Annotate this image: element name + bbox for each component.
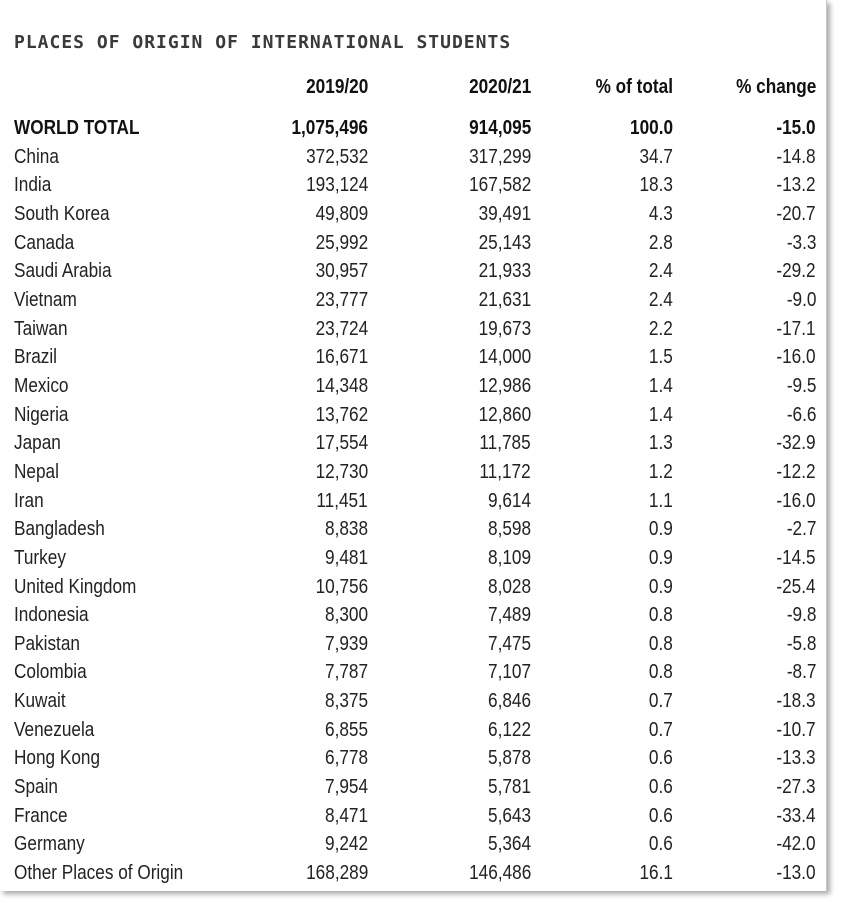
value-2019-cell: 12,730 (315, 460, 368, 483)
total-change-cell: -15.0 (776, 117, 816, 139)
value-2019-cell: 30,957 (315, 260, 368, 283)
table-row (0, 862, 826, 891)
world-total-row (0, 117, 826, 146)
change-cell: -9.8 (786, 604, 816, 627)
table-row (0, 518, 826, 547)
place-cell: Other Places of Origin (14, 862, 184, 885)
value-2020-cell: 8,109 (487, 546, 531, 569)
value-2020-cell: 12,860 (478, 403, 531, 426)
share-cell: 0.9 (649, 518, 673, 541)
value-2020-cell: 5,364 (487, 833, 531, 856)
header-2019-20: 2019/20 (305, 76, 368, 98)
table-row (0, 661, 826, 690)
table-row (0, 604, 826, 633)
share-cell: 2.2 (649, 317, 673, 340)
table-row (0, 346, 826, 375)
value-2019-cell: 25,992 (315, 231, 368, 254)
table-row (0, 318, 826, 347)
share-cell: 0.8 (649, 661, 673, 684)
place-cell: Spain (14, 776, 58, 799)
share-cell: 1.1 (649, 489, 673, 512)
place-cell: Nepal (14, 460, 59, 483)
share-cell: 0.7 (649, 718, 673, 741)
change-cell: -18.3 (776, 690, 816, 713)
value-2019-cell: 16,671 (315, 346, 368, 369)
change-cell: -2.7 (786, 518, 816, 541)
value-2020-cell: 7,475 (487, 632, 531, 655)
place-cell: Turkey (14, 546, 66, 569)
table-row (0, 833, 826, 862)
value-2019-cell: 8,300 (324, 604, 368, 627)
place-cell: South Korea (14, 202, 110, 225)
total-share-cell: 100.0 (629, 117, 673, 139)
value-2020-cell: 19,673 (478, 317, 531, 340)
table-row (0, 690, 826, 719)
change-cell: -12.2 (776, 460, 816, 483)
place-cell: Taiwan (14, 317, 68, 340)
place-cell: Vietnam (14, 288, 77, 311)
place-cell: Saudi Arabia (14, 260, 112, 283)
header-percent-change: % change (735, 76, 816, 98)
value-2019-cell: 8,375 (324, 690, 368, 713)
share-cell: 2.4 (649, 288, 673, 311)
share-cell: 0.6 (649, 804, 673, 827)
place-cell: Indonesia (14, 604, 89, 627)
change-cell: -16.0 (776, 489, 816, 512)
value-2020-cell: 12,986 (478, 374, 531, 397)
value-2020-cell: 14,000 (478, 346, 531, 369)
share-cell: 1.4 (649, 374, 673, 397)
place-cell: Pakistan (14, 632, 80, 655)
change-cell: -14.5 (776, 546, 816, 569)
change-cell: -16.0 (776, 346, 816, 369)
header-2020-21: 2020/21 (468, 76, 531, 98)
change-cell: -42.0 (776, 833, 816, 856)
table-row (0, 547, 826, 576)
table-row (0, 432, 826, 461)
place-cell: Iran (14, 489, 44, 512)
share-cell: 16.1 (639, 862, 673, 885)
share-cell: 0.6 (649, 833, 673, 856)
share-cell: 0.9 (649, 546, 673, 569)
value-2019-cell: 23,777 (315, 288, 368, 311)
table-row (0, 289, 826, 318)
share-cell: 2.8 (649, 231, 673, 254)
value-2020-cell: 8,598 (487, 518, 531, 541)
place-cell: France (14, 804, 68, 827)
total-place-cell: WORLD TOTAL (14, 117, 140, 139)
value-2020-cell: 5,781 (487, 776, 531, 799)
value-2019-cell: 49,809 (315, 202, 368, 225)
share-cell: 18.3 (639, 174, 673, 197)
place-cell: Colombia (14, 661, 87, 684)
header-row (0, 76, 826, 106)
change-cell: -13.2 (776, 174, 816, 197)
value-2019-cell: 23,724 (315, 317, 368, 340)
change-cell: -29.2 (776, 260, 816, 283)
place-cell: India (14, 174, 52, 197)
share-cell: 1.3 (649, 432, 673, 455)
table-row (0, 576, 826, 605)
value-2020-cell: 5,878 (487, 747, 531, 770)
country-rows (0, 146, 826, 891)
value-2020-cell: 6,846 (487, 690, 531, 713)
value-2019-cell: 14,348 (315, 374, 368, 397)
change-cell: -10.7 (776, 718, 816, 741)
value-2020-cell: 21,933 (478, 260, 531, 283)
value-2019-cell: 8,471 (324, 804, 368, 827)
value-2019-cell: 193,124 (305, 174, 368, 197)
change-cell: -6.6 (786, 403, 816, 426)
place-cell: Canada (14, 231, 75, 254)
value-2019-cell: 8,838 (324, 518, 368, 541)
header-percent-of-total: % of total (595, 76, 673, 98)
table-row (0, 490, 826, 519)
value-2019-cell: 13,762 (315, 403, 368, 426)
place-cell: Mexico (14, 374, 69, 397)
place-cell: Germany (14, 833, 85, 856)
place-cell: Venezuela (14, 718, 95, 741)
value-2019-cell: 7,939 (324, 632, 368, 655)
share-cell: 0.8 (649, 604, 673, 627)
share-cell: 0.6 (649, 776, 673, 799)
value-2020-cell: 5,643 (487, 804, 531, 827)
table-row (0, 375, 826, 404)
change-cell: -33.4 (776, 804, 816, 827)
value-2019-cell: 7,954 (324, 776, 368, 799)
table-row (0, 461, 826, 490)
table-row (0, 260, 826, 289)
change-cell: -13.0 (776, 862, 816, 885)
change-cell: -9.5 (786, 374, 816, 397)
value-2020-cell: 21,631 (478, 288, 531, 311)
value-2019-cell: 6,855 (324, 718, 368, 741)
table-title: PLACES OF ORIGIN OF INTERNATIONAL STUDENTS (14, 32, 512, 53)
table-row (0, 776, 826, 805)
share-cell: 1.4 (649, 403, 673, 426)
place-cell: Nigeria (14, 403, 69, 426)
table-row (0, 719, 826, 748)
value-2019-cell: 10,756 (315, 575, 368, 598)
table-row (0, 174, 826, 203)
value-2020-cell: 39,491 (478, 202, 531, 225)
value-2019-cell: 9,481 (324, 546, 368, 569)
value-2020-cell: 167,582 (468, 174, 531, 197)
change-cell: -27.3 (776, 776, 816, 799)
value-2020-cell: 25,143 (478, 231, 531, 254)
change-cell: -20.7 (776, 202, 816, 225)
place-cell: China (14, 145, 59, 168)
place-cell: Japan (14, 432, 61, 455)
value-2020-cell: 8,028 (487, 575, 531, 598)
value-2020-cell: 317,299 (468, 145, 531, 168)
value-2019-cell: 6,778 (324, 747, 368, 770)
table-row (0, 404, 826, 433)
value-2019-cell: 168,289 (305, 862, 368, 885)
share-cell: 2.4 (649, 260, 673, 283)
value-2019-cell: 17,554 (315, 432, 368, 455)
table-row (0, 805, 826, 834)
share-cell: 4.3 (649, 202, 673, 225)
table-row (0, 633, 826, 662)
change-cell: -8.7 (786, 661, 816, 684)
share-cell: 0.9 (649, 575, 673, 598)
table-row (0, 232, 826, 261)
total-2019-cell: 1,075,496 (291, 117, 368, 139)
share-cell: 0.8 (649, 632, 673, 655)
place-cell: United Kingdom (14, 575, 137, 598)
value-2020-cell: 11,785 (479, 432, 531, 455)
place-cell: Brazil (14, 346, 58, 369)
value-2020-cell: 9,614 (487, 489, 531, 512)
share-cell: 1.5 (649, 346, 673, 369)
place-cell: Kuwait (14, 690, 66, 713)
change-cell: -25.4 (776, 575, 816, 598)
change-cell: -14.8 (776, 145, 816, 168)
change-cell: -13.3 (776, 747, 816, 770)
share-cell: 34.7 (639, 145, 673, 168)
value-2020-cell: 6,122 (487, 718, 531, 741)
origin-table (0, 76, 826, 891)
place-cell: Hong Kong (14, 747, 101, 770)
change-cell: -3.3 (786, 231, 816, 254)
table-row (0, 747, 826, 776)
value-2020-cell: 11,172 (479, 460, 531, 483)
value-2020-cell: 146,486 (468, 862, 531, 885)
value-2019-cell: 11,451 (316, 489, 368, 512)
value-2020-cell: 7,107 (487, 661, 531, 684)
table-row (0, 146, 826, 175)
share-cell: 0.7 (649, 690, 673, 713)
value-2019-cell: 9,242 (324, 833, 368, 856)
share-cell: 0.6 (649, 747, 673, 770)
value-2020-cell: 7,489 (487, 604, 531, 627)
change-cell: -9.0 (786, 288, 816, 311)
change-cell: -32.9 (776, 432, 816, 455)
table-row (0, 203, 826, 232)
value-2019-cell: 7,787 (324, 661, 368, 684)
place-cell: Bangladesh (14, 518, 105, 541)
change-cell: -5.8 (786, 632, 816, 655)
total-2020-cell: 914,095 (468, 117, 531, 139)
value-2019-cell: 372,532 (305, 145, 368, 168)
change-cell: -17.1 (776, 317, 816, 340)
share-cell: 1.2 (649, 460, 673, 483)
